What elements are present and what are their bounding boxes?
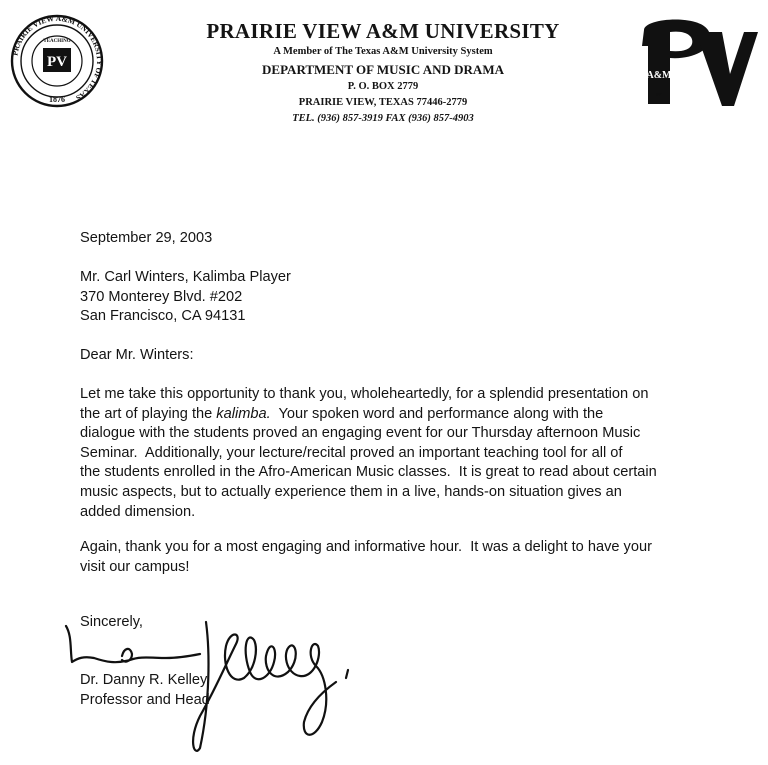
recipient-address <box>80 268 291 327</box>
seal-motto: TEACHING <box>43 39 71 44</box>
signer-name: Dr. Danny R. Kelley <box>80 672 208 688</box>
recipient-line: 370 Monterey Blvd. #202 <box>80 288 243 305</box>
university-seal <box>10 14 104 108</box>
member-line: A Member of The Texas A&M University System <box>273 46 493 57</box>
logo-small-text: A&M <box>646 70 672 81</box>
department-name: DEPARTMENT OF MUSIC AND DRAMA <box>262 62 504 77</box>
closing: Sincerely, <box>80 614 143 630</box>
salutation: Dear Mr. Winters: <box>80 347 194 363</box>
pv-logo <box>638 16 760 110</box>
seal-initials: PV <box>47 54 67 70</box>
recipient-line: Mr. Carl Winters, Kalimba Player <box>80 269 291 285</box>
contact-line: TEL. (936) 857-3919 FAX (936) 857-4903 <box>292 113 474 124</box>
paragraph-line: the students enrolled in the Afro-American Music classes. It is great to read about certain <box>80 464 657 481</box>
seal-year: 1876 <box>49 95 65 104</box>
paragraph-line: visit our campus! <box>80 558 190 575</box>
university-name: PRAIRIE VIEW A&M UNIVERSITY <box>206 19 560 43</box>
paragraph-text: Your spoken word and performance along with the <box>270 405 604 422</box>
paragraph-line: Let me take this opportunity to thank you, wholeheartedly, for a splendid presentation on <box>80 386 649 402</box>
recipient-line: San Francisco, CA 94131 <box>80 308 246 325</box>
letter-date: September 29, 2003 <box>80 230 213 246</box>
letterhead <box>150 18 616 127</box>
paragraph-line: Seminar. Additionally, your lecture/recital proved an important teaching tool for all of <box>80 444 623 461</box>
signer-title: Professor and Head <box>80 691 210 708</box>
paragraph-text: the art of playing the <box>80 405 217 422</box>
seal-ring-text: PRAIRIE VIEW A&M UNIVERSITY OF TEXAS <box>10 14 104 103</box>
body-paragraph-2 <box>80 538 720 577</box>
paragraph-line: music aspects, but to actually experience them in a live, hands-on situation gives an <box>80 483 622 500</box>
paragraph-line: added dimension. <box>80 503 196 520</box>
logo-letters: PV <box>656 92 662 97</box>
kalimba-italic: kalimba. <box>216 405 271 422</box>
paragraph-line-kalimba <box>80 405 720 425</box>
body-paragraph-1 <box>80 385 720 522</box>
paragraph-line: dialogue with the students proved an engaging event for our Thursday afternoon Music <box>80 425 641 442</box>
po-box: P. O. BOX 2779 <box>347 81 419 92</box>
city-line: PRAIRIE VIEW, TEXAS 77446-2779 <box>298 97 468 108</box>
signer-block <box>80 671 210 710</box>
paragraph-line: Again, thank you for a most engaging and informative hour. It was a delight to have your <box>80 539 652 555</box>
